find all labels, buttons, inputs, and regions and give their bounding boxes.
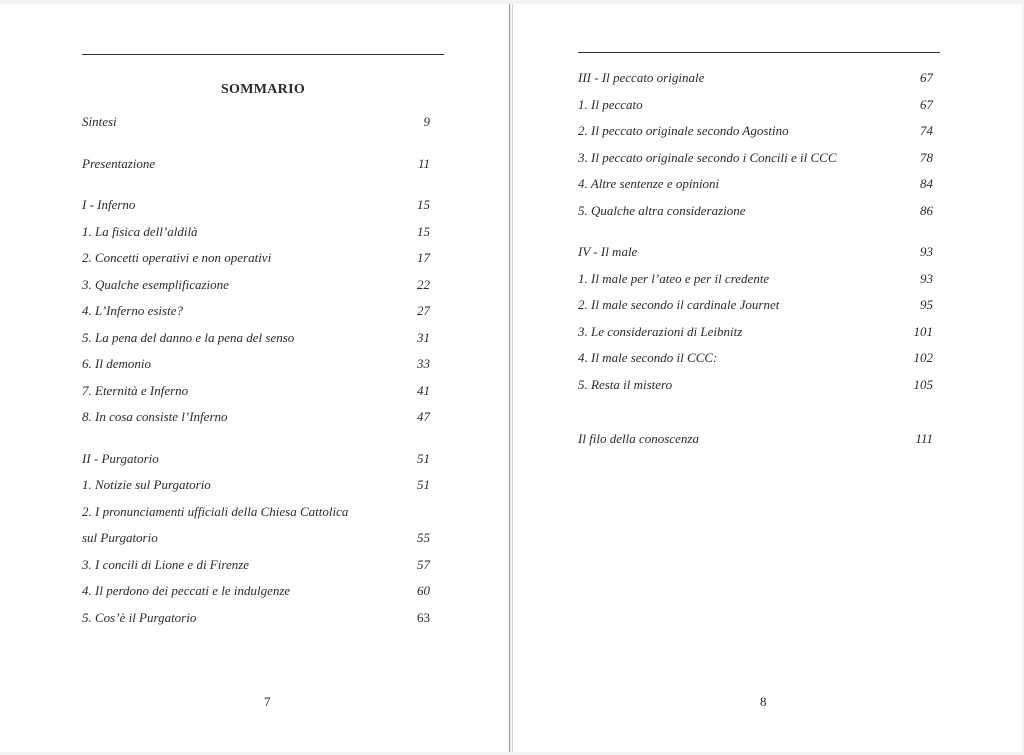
page-number: 8 xyxy=(760,694,767,709)
toc-entry[interactable] xyxy=(82,192,430,219)
toc-entry[interactable] xyxy=(82,245,430,272)
toc-entry-page: 17 xyxy=(417,250,430,265)
toc-entry-page: 86 xyxy=(920,202,933,218)
toc-entry-page: 105 xyxy=(913,376,933,392)
toc-entry-page: 33 xyxy=(417,356,430,371)
toc-entry-page: 57 xyxy=(417,556,430,572)
header-rule xyxy=(578,52,940,53)
toc-entry-page: 101 xyxy=(913,323,933,339)
left-page xyxy=(0,4,510,752)
toc-entry-title: 5. La pena del danno e la pena del senso xyxy=(82,329,295,345)
header-rule xyxy=(82,54,444,55)
toc-entry-title: 4. Altre sentenze e opinioni xyxy=(578,176,720,191)
toc-entry-page: 60 xyxy=(417,583,430,598)
page-title: SOMMARIO xyxy=(220,82,306,97)
toc-entry-title: II - Purgatorio xyxy=(82,450,159,466)
toc-entry-page: 47 xyxy=(417,409,430,424)
right-page xyxy=(512,4,1022,752)
toc-entry-page: 63 xyxy=(417,609,430,625)
toc-entry[interactable] xyxy=(82,351,430,378)
toc-entry-page: 93 xyxy=(920,270,933,286)
toc-entry-title: 4. Il perdono dei peccati e le indulgenze xyxy=(82,583,291,598)
toc-entry[interactable] xyxy=(82,219,430,246)
toc-entry-title: 2. Il male secondo il cardinale Journet xyxy=(578,297,780,312)
toc-entry-title: 2. I pronunciamenti ufficiali della Chiesa Cattolica xyxy=(82,503,349,519)
toc-entry-title: III - Il peccato originale xyxy=(578,70,705,85)
toc-entry[interactable] xyxy=(82,404,430,431)
toc-entry[interactable] xyxy=(578,145,933,172)
toc-entry-title: Il filo della conoscenza xyxy=(578,431,699,446)
toc-entry[interactable] xyxy=(82,472,430,499)
toc-entry-page: 74 xyxy=(920,123,933,138)
toc-entry-title: 1. La fisica dell’aldilà xyxy=(82,223,198,239)
toc-entry-title: 3. I concili di Lione e di Firenze xyxy=(82,556,250,572)
toc-entry[interactable] xyxy=(82,109,430,136)
toc-entry-page: 102 xyxy=(913,350,933,365)
toc-entry-page: 51 xyxy=(417,477,430,492)
toc-entry[interactable] xyxy=(82,499,430,526)
toc-entry-title: 4. L’Inferno esiste? xyxy=(82,303,183,318)
toc-entry-page: 95 xyxy=(920,297,933,312)
toc-entry-page: 22 xyxy=(417,276,430,292)
toc-entry-title: 2. Concetti operativi e non operativi xyxy=(82,250,272,265)
toc-entry-title: Sintesi xyxy=(82,114,117,129)
toc-entry-title: 5. Qualche altra considerazione xyxy=(578,202,746,218)
toc-entry[interactable] xyxy=(578,198,933,225)
toc-entry-title: 1. Il male per l’ateo e per il credente xyxy=(578,270,770,286)
toc-entry[interactable] xyxy=(578,171,933,198)
toc-list xyxy=(82,109,430,631)
toc-entry-title: 3. Il peccato originale secondo i Concili e il CCC xyxy=(578,149,837,165)
toc-entry-page: 67 xyxy=(920,96,933,112)
toc-entry[interactable] xyxy=(578,92,933,119)
toc-list xyxy=(578,65,933,453)
toc-entry-page: 67 xyxy=(920,70,933,85)
toc-entry-title: 5. Cos’è il Purgatorio xyxy=(82,609,197,625)
toc-entry[interactable] xyxy=(82,272,430,299)
toc-entry[interactable] xyxy=(82,552,430,579)
toc-entry-title: 1. Notizie sul Purgatorio xyxy=(82,477,211,492)
toc-entry-page: 9 xyxy=(423,114,430,129)
toc-entry-title: 6. Il demonio xyxy=(82,356,151,371)
toc-entry[interactable] xyxy=(578,118,933,145)
toc-entry[interactable] xyxy=(82,378,430,405)
toc-entry-page: 55 xyxy=(417,530,430,545)
toc-entry[interactable] xyxy=(578,65,933,92)
toc-entry-page: 78 xyxy=(920,149,933,165)
toc-entry-page: 41 xyxy=(417,382,430,398)
toc-entry-title: 4. Il male secondo il CCC: xyxy=(578,350,718,365)
toc-entry[interactable] xyxy=(82,578,430,605)
toc-entry[interactable] xyxy=(578,292,933,319)
toc-entry-title: 5. Resta il mistero xyxy=(578,376,673,392)
toc-entry[interactable] xyxy=(578,319,933,346)
toc-entry[interactable] xyxy=(82,605,430,632)
toc-entry-title: 1. Il peccato xyxy=(578,96,643,112)
page-number: 7 xyxy=(264,694,271,709)
toc-entry-title: 3. Le considerazioni di Leibnitz xyxy=(578,323,743,339)
toc-entry-page: 93 xyxy=(920,244,933,259)
toc-entry-title: 7. Eternità e Inferno xyxy=(82,382,189,398)
toc-entry-page: 27 xyxy=(417,303,430,318)
toc-entry[interactable] xyxy=(578,426,933,453)
toc-entry[interactable] xyxy=(578,266,933,293)
toc-entry-page: 31 xyxy=(417,329,430,345)
toc-entry[interactable] xyxy=(578,239,933,266)
toc-entry-page: 111 xyxy=(915,431,933,446)
toc-entry[interactable] xyxy=(82,325,430,352)
toc-entry-page: 84 xyxy=(920,176,933,191)
toc-entry-page: 51 xyxy=(417,450,430,466)
toc-entry-title: sul Purgatorio xyxy=(82,530,158,545)
toc-entry-page: 15 xyxy=(417,223,430,239)
toc-entry[interactable] xyxy=(578,372,933,399)
toc-entry-title: 2. Il peccato originale secondo Agostino xyxy=(578,123,789,138)
toc-entry[interactable] xyxy=(82,446,430,473)
toc-entry-title: 8. In cosa consiste l’Inferno xyxy=(82,409,228,424)
toc-entry[interactable] xyxy=(82,151,430,178)
toc-entry-page: 11 xyxy=(417,155,430,171)
toc-entry[interactable] xyxy=(82,298,430,325)
toc-entry-title: Presentazione xyxy=(82,155,156,171)
toc-entry-title: 3. Qualche esemplificazione xyxy=(82,276,229,292)
toc-entry-title: I - Inferno xyxy=(82,197,136,212)
toc-entry-title: IV - Il male xyxy=(578,244,638,259)
toc-entry[interactable] xyxy=(82,525,430,552)
toc-entry[interactable] xyxy=(578,345,933,372)
toc-entry-page: 15 xyxy=(417,197,430,212)
